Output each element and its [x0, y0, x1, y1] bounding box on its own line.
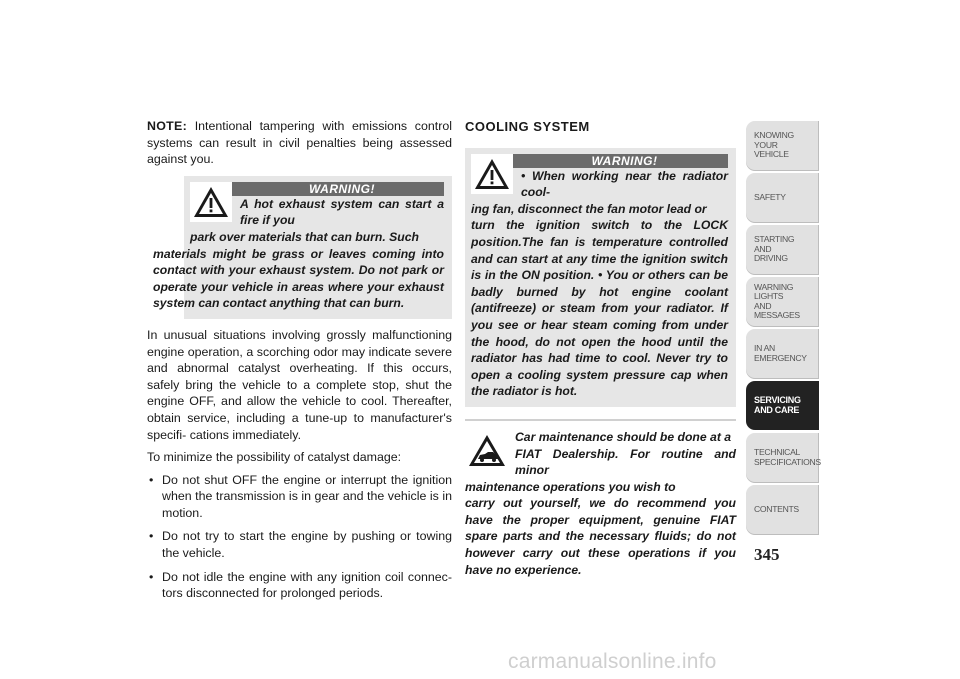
tab-label: DRIVING — [754, 253, 788, 264]
warning-triangle-icon — [190, 182, 232, 222]
warning-line-2: ing fan, disconnect the fan motor lead or — [471, 201, 707, 216]
tab-label: WARNING — [754, 281, 794, 292]
warning-text-rest: turn the ignition switch to the LOCK position.The fan is temperature controlled and can start at any time the ignition switch is in the ON position. • You or others can be badly burned by hot engine coolant (antifreeze) or steam from your radiator. If you see or hear steam coming from under the hood, do not open the hood until the radiator has had time to cool. Never try to open a cooling system pressure cap when the radiator is hot. — [471, 218, 728, 399]
tab-label: SAFETY — [754, 191, 786, 202]
page-number: 345 — [754, 545, 780, 564]
maintenance-note — [465, 429, 736, 578]
divider — [465, 419, 736, 421]
tab-label: VEHICLE — [754, 149, 789, 160]
tab-label: AND CARE — [754, 404, 800, 415]
right-column — [465, 118, 736, 578]
maintenance-line-1: Car maintenance should be done at a — [515, 429, 732, 444]
tab-label: SPECIFICATIONS — [754, 456, 821, 467]
watermark: carmanualsonline.info — [508, 650, 717, 673]
tab-label: LIGHTS — [754, 291, 784, 302]
warning-title: WARNING! — [190, 182, 444, 196]
tab-label: IN AN — [754, 343, 775, 354]
maintenance-text-rest: carry out yourself, we do recommend you have the proper equipment, genuine FIAT spare parts and the necessary fluids; do not however carry out these operations if you have no experience. — [465, 496, 736, 577]
tab-knowing-your-vehicle[interactable] — [746, 121, 819, 170]
tab-label: AND — [754, 243, 772, 254]
list-item: • Do not idle the engine with any ignition coil connec- tors disconnected for prolonged periods. — [147, 569, 452, 602]
tab-in-an-emergency[interactable] — [746, 329, 819, 378]
tab-label: AND — [754, 300, 772, 311]
warning-line-2: park over materials that can burn. Such — [190, 229, 419, 244]
tab-label: SERVICING — [754, 395, 801, 406]
list-item: • Do not shut OFF the engine or interrupt the ignition when the transmission is in gear and the vehicle is in motion. — [147, 472, 452, 522]
chapter-tabs — [746, 121, 819, 537]
tab-label: STARTING — [754, 234, 795, 245]
exhaust-warning-box — [153, 176, 452, 319]
warning-triangle-icon — [471, 154, 513, 194]
catalyst-bullet-list — [147, 472, 452, 602]
tab-label: YOUR — [754, 139, 778, 150]
warning-text-rest: materials might be grass or leaves coming into contact with your exhaust system. Do not park or operate your vehicle in areas where your exhaust system can contact anything that can burn. — [153, 246, 444, 311]
catalyst-intro: To minimize the possibility of catalyst damage: — [147, 450, 402, 465]
note-text: Intentional tampering with emissions control systems can result in civil penalties being assessed against you. — [147, 119, 452, 167]
warning-line-1: • When working near the radiator cool- — [521, 168, 728, 200]
tab-contents[interactable] — [746, 485, 819, 534]
car-care-triangle-icon — [467, 433, 507, 474]
catalyst-paragraph: In unusual situations involving grossly malfunctioning engine operation, a scorching odor may indicate severe and abnormal catalyst overheating. If this occurs, safely bring the vehicle to a complete stop, shut the engine OFF, and allow the vehicle to cool. Thereafter, obtain service, including a tune-up to manufacturer's specifi- cations immediately. — [147, 327, 452, 442]
tab-warning-lights-and-messages[interactable] — [746, 277, 819, 326]
note-paragraph — [147, 118, 452, 168]
tab-label: CONTENTS — [754, 503, 799, 514]
cooling-warning-box — [465, 148, 736, 407]
tab-label: KNOWING — [754, 130, 794, 141]
warning-title: WARNING! — [471, 154, 728, 168]
tab-label: MESSAGES — [754, 309, 800, 320]
tab-servicing-and-care[interactable] — [746, 381, 819, 430]
tab-label: TECHNICAL — [754, 447, 801, 458]
warning-line-1: A hot exhaust system can start a fire if you — [240, 196, 444, 228]
section-title: COOLING SYSTEM — [465, 119, 590, 134]
maintenance-line-3: maintenance operations you wish to — [465, 479, 676, 494]
list-item: • Do not try to start the engine by pushing or towing the vehicle. — [147, 528, 452, 561]
tab-starting-and-driving[interactable] — [746, 225, 819, 274]
tab-safety[interactable] — [746, 173, 819, 222]
maintenance-line-2: FIAT Dealership. For routine and minor — [515, 446, 736, 478]
tab-technical-specifications[interactable] — [746, 433, 819, 482]
left-column — [147, 118, 452, 609]
note-label: NOTE: — [147, 119, 188, 133]
tab-label: EMERGENCY — [754, 352, 807, 363]
